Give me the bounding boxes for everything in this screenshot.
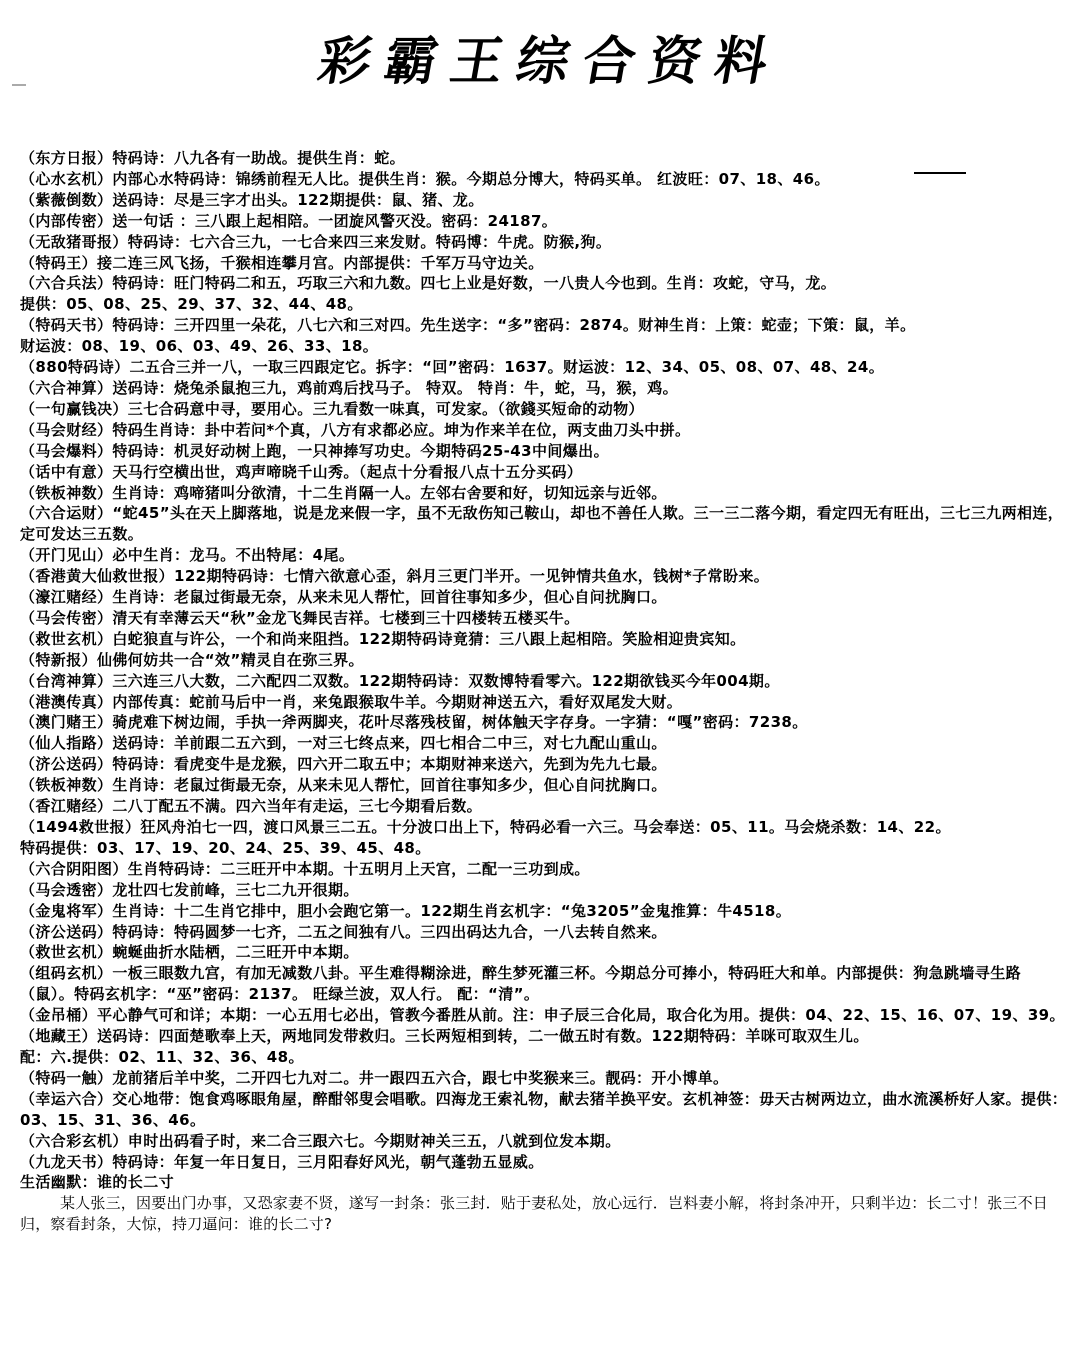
entry-row: （特码一触）龙前猪后羊中奖，二开四七九对二。井一跟四五六合，跟七中奖猴来三。靓码：开小博单。	[20, 1068, 729, 1087]
entry-row: 提供：05、08、25、29、37、32、44、48。	[20, 295, 363, 314]
entry-row: （马会透密）龙壮四七发前峰，三七二九开很期。	[20, 880, 359, 899]
entry-row: （台湾神算）三六连三八大数，二六配四二双数。122期特码诗：双数博特看零六。122期欲钱买今年004期。	[20, 671, 780, 690]
entry-row: （开门见山）必中生肖：龙马。不出特尾：4尾。	[20, 546, 355, 565]
entry-row: （幸运六合）交心地带：饱食鸡啄眼角屋，醉酣邻叟会唱歌。四海龙王索礼物，献去猪羊换平安。玄机神签：毋天古树两边立，曲水流溪桥好人家。提供：03、15、31、36、46。	[20, 1089, 1068, 1129]
entry-row: （六合彩玄机）申时出码看子时，来二合三跟六七。今期财神关三五，八就到位发本期。	[20, 1131, 621, 1150]
entry-row: 财运波：08、19、06、03、49、26、33、18。	[20, 337, 379, 356]
page-title: 彩霸王综合资料	[313, 31, 787, 92]
entry-row: （马会财经）特码生肖诗：卦中若问*个真，八方有求都必应。坤为作来羊在位，两支曲刀头中拼。	[20, 420, 691, 439]
entry-row: （六合阴阳图）生肖特码诗：二三旺开中本期。十五明月上天宫，二配一三功到成。	[20, 859, 590, 878]
entry-row: （紫薇倒数）送码诗：尽是三字才出头。122期提供：鼠、猪、龙。	[20, 190, 484, 209]
entry-row: 配：六.提供：02、11、32、36、48。	[20, 1047, 304, 1066]
document-body	[20, 148, 1070, 1235]
entry-row: （六合神算）送码诗：烧兔杀鼠抱三九，鸡前鸡后找马子。 特双。 特肖：牛，蛇，马，猴，鸡。	[20, 378, 679, 397]
entry-row: （话中有意）天马行空横出世，鸡声啼晓千山秀。（起点十分看报八点十五分买码）	[20, 462, 583, 481]
entry-row: （880特码诗）二五合三并一八，一取三四跟定它。拆字：“回”密码：1637。财运波：12、34、05、08、07、48、24。	[20, 358, 885, 377]
entry-row: （东方日报）特码诗：八九各有一助战。提供生肖：蛇。	[20, 149, 406, 167]
entry-row: （香港黄大仙救世报）122期特码诗：七情六欲意心歪，斜月三更门半开。一见钟情共鱼水，钱树*子常盼来。	[20, 567, 770, 586]
entry-row: （无敌猪哥报）特码诗：七六合三九，一七合来四三来发财。特码博：牛虎。防猴,狗。	[20, 232, 612, 251]
entry-row: （济公送码）特码诗：看虎变牛是龙猴，四六开二取五中；本期财神来送六，先到为先九七最。	[20, 755, 667, 774]
entry-row: （救世玄机）白蛇狼直与许公，一个和尚来阻挡。122期特码诗竟猜：三八跟上起相陪。笑脸相迎贵宾知。	[20, 629, 746, 648]
entry-row: （济公送码）特码诗：特码圆梦一七齐，二五之间独有八。三四出码达九合，一八去转自然来。	[20, 922, 667, 941]
entry-row: （港澳传真）内部传真：蛇前马后中一肖，来兔跟猴取牛羊。今期财神送五六，看好双尾发大财。	[20, 692, 683, 711]
entry-row: （特码天书）特码诗：三开四里一朵花，八七六和三对四。先生送字：“多”密码：2874。财神生肖：上策：蛇壶；下策：鼠，羊。	[20, 316, 916, 335]
entry-row: 特码提供：03、17、19、20、24、25、39、45、48。	[20, 838, 431, 857]
entry-row: （组码玄机）一板三眼数九宫，有加无减数八卦。平生难得糊涂进，醉生梦死灌三杯。今期总分可捧小，特码旺大和单。内部提供：狗急跳墙寻生路（鼠）。特码玄机字：“巫”密码：2137。 旺绿兰波，双人行。 配：“清”。	[20, 964, 1022, 1004]
entry-row: （金鬼将军）生肖诗：十二生肖它排中，胆小会跑它第一。122期生肖玄机字：“兔3205”金鬼推算：牛4518。	[20, 901, 792, 920]
entry-row: （澳门赌王）骑虎难下树边闹，手执一斧两脚夹，花叶尽落残枝留，树体触天字存身。一字猜：“嘎”密码：7238。	[20, 713, 808, 732]
entry-row: （特新报）仙佛何妨共一合“效”精灵自在弥三界。	[20, 650, 364, 669]
entry-row: （1494救世报）狂风舟泊七一四，渡口风景三二五。十分波口出上下，特码必看一六三。马会奉送：05、11。马会烧杀数：14、22。	[20, 818, 951, 836]
entry-row: （六合兵法）特码诗：旺门特码二和五，巧取三六和九数。四七上业是好数，一八贵人今也到。生肖：攻蛇，守马，龙。	[20, 274, 837, 293]
entry-row: （马会传密）清天有幸薄云天“秋”金龙飞舞民吉祥。七楼到三十四楼转五楼买牛。	[20, 608, 580, 627]
entry-row: （濠江赌经）生肖诗：老鼠过街最无奈，从来未见人帮忙，回首往事知多少，但心自问扰胸口。	[20, 588, 667, 607]
entry-row: （香江赌经）二八丁配五不满。四六当年有走运，三七今期看后数。	[20, 797, 483, 816]
entry-row: （特码王）接二连三风飞扬，千猴相连攀月宫。内部提供：千军万马守边关。	[20, 253, 544, 272]
joke-title: 生活幽默：谁的长二寸	[20, 1173, 175, 1192]
entry-row: （救世玄机）蜿蜒曲折水陆栖，二三旺开中本期。	[20, 943, 359, 962]
entry-row: （心水玄机）内部心水特码诗：锦绣前程无人比。提供生肖：猴。今期总分博大，特码买单。 红波旺：07、18、46。	[20, 169, 830, 188]
entry-row: （铁板神数）生肖诗：老鼠过街最无奈，从来未见人帮忙，回首往事知多少，但心自问扰胸口。	[20, 776, 667, 795]
entry-row: （马会爆料）特码诗：机灵好动树上跑，一只神捧写功史。今期特码25-43中间爆出。	[20, 441, 609, 460]
decorative-dash	[12, 84, 26, 86]
entry-row: （内部传密）送一句话 ：三八跟上起相陪。一团旋风警灭没。密码：24187。	[20, 211, 558, 230]
entry-row: （六合运财）“蛇45”头在天上脚落地，说是龙来假一字，虽不无敌伤知己鞍山，却也不善任人欺。三一三二落今期，看定四无有旺出，三七三九两相连，定可发达三五数。	[20, 504, 1064, 544]
joke-text: 某人张三，因要出门办事，又恐家妻不贤，遂写一封条：张三封．贴于妻私处，放心远行．岂料妻小解，将封条冲开，只剩半边：长二寸！张三不日归，察看封条，大惊，持刀逼问：谁的长二寸?	[20, 1194, 1049, 1234]
entry-row: （地藏王）送码诗：四面楚歌奉上天，两地同发带救归。三长两短相到转，二一做五时有数。122期特码：羊咪可取双生儿。	[20, 1027, 869, 1046]
entry-row: （铁板神数）生肖诗：鸡啼猪叫分欲清，十二生肖隔一人。左邻右舍要和好，切知远亲与近邻。	[20, 483, 667, 502]
entry-row: （九龙天书）特码诗：年复一年日复日，三月阳春好风光，朝气蓬勃五显威。	[20, 1152, 544, 1171]
entry-row: （金吊桶）平心静气可和详；本期：一心五用七必出，管教今番胜从前。注：申子辰三合化局，取合化为用。提供：04、22、15、16、07、19、39。	[20, 1006, 1065, 1025]
entry-row: （一句赢钱决）三七合码意中寻，要用心。三九看数一味真，可发家。（欲錢买短命的动物）	[20, 399, 644, 418]
entry-row: （仙人指路）送码诗：羊前跟二五六到，一对三七终点来，四七相合二中三，对七九配山重山。	[20, 734, 667, 753]
